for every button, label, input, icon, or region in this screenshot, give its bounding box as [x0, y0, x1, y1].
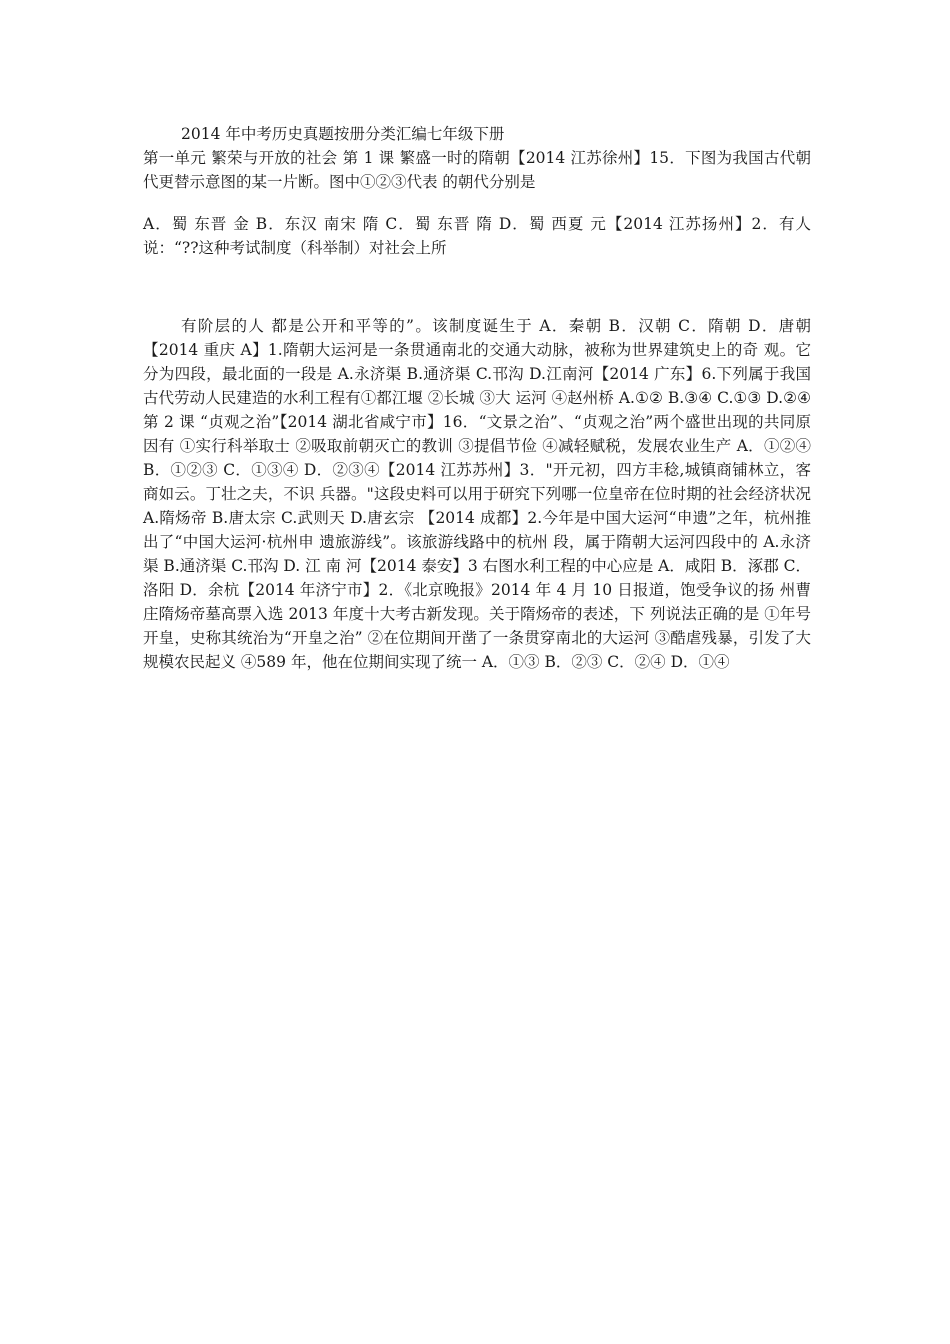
paragraph-3: 有阶层的人 都是公开和平等的”。该制度诞生于 A．秦朝 B．汉朝 C．隋朝 D．唐朝【2014 重庆 A】1.隋朝大运河是一条贯通南北的交通大动脉，被称为世界建筑史上的奇 观。它分为四段，最北面的一段是 A.永济渠 B.通济渠 C.邗沟 D.江南河【2014 广东】6.下列属于我国古代劳动人民建造的水利工程有①都江堰 ②长城 ③大 运河 ④赵州桥 A.①② B.③④ C.①③ D.②④ 第 2 课 “贞观之治”【2014 湖北省咸宁市】16．“文景之治”、“贞观之治”两个盛世出现的共同原因有 ①实行科举取士 ②吸取前朝灭亡的教训 ③提倡节俭 ④减轻赋税，发展农业生产 A．①②④ B．①②③ C．①③④ D．②③④【2014 江苏苏州】3．"开元初，四方丰稔,城镇商铺林立，客商如云。丁壮之夫，不识 兵器。"这段史料可以用于研究下列哪一位皇帝在位时期的社会经济状况 A.隋炀帝 B.唐太宗 C.武则天 D.唐玄宗 【2014 成都】2.今年是中国大运河“申遗”之年，杭州推出了“中国大运河·杭州申 遗旅游线”。该旅游线路中的杭州 段，属于隋朝大运河四段中的 A.永济渠 B.通济渠 C.邗沟 D. 江 南 河【2014 泰安】3 右图水利工程的中心应是 A．咸阳 B．涿郡 C．洛阳 D．余杭【2014 年济宁市】2．《北京晚报》2014 年 4 月 10 日报道，饱受争议的扬 州曹庄隋炀帝墓高票入选 2013 年度十大考古新发现。关于隋炀帝的表述，下 列说法正确的是 ①年号开皇，史称其统治为“开皇之治” ②在位期间开凿了一条贯穿南北的大运河 ③酷虐残暴，引发了大规模农民起义 ④589 年，他在位期间实现了统一 A．①③ B．②③ C．②④ D．①④ — [143, 317, 811, 671]
spacer — [143, 194, 811, 212]
paragraph-1: 第一单元 繁荣与开放的社会 第 1 课 繁盛一时的隋朝【2014 江苏徐州】15．下图为我国古代朝代更替示意图的某一片断。图中①②③代表 的朝代分别是 — [143, 149, 811, 191]
spacer — [143, 260, 811, 314]
paragraph-2: A．蜀 东晋 金 B．东汉 南宋 隋 C．蜀 东晋 隋 D．蜀 西夏 元【2014 江苏扬州】2．有人说：“??这种考试制度（科举制）对社会上所 — [143, 215, 811, 257]
document-title: 2014 年中考历史真题按册分类汇编七年级下册 — [181, 125, 505, 143]
document-body — [143, 122, 811, 674]
